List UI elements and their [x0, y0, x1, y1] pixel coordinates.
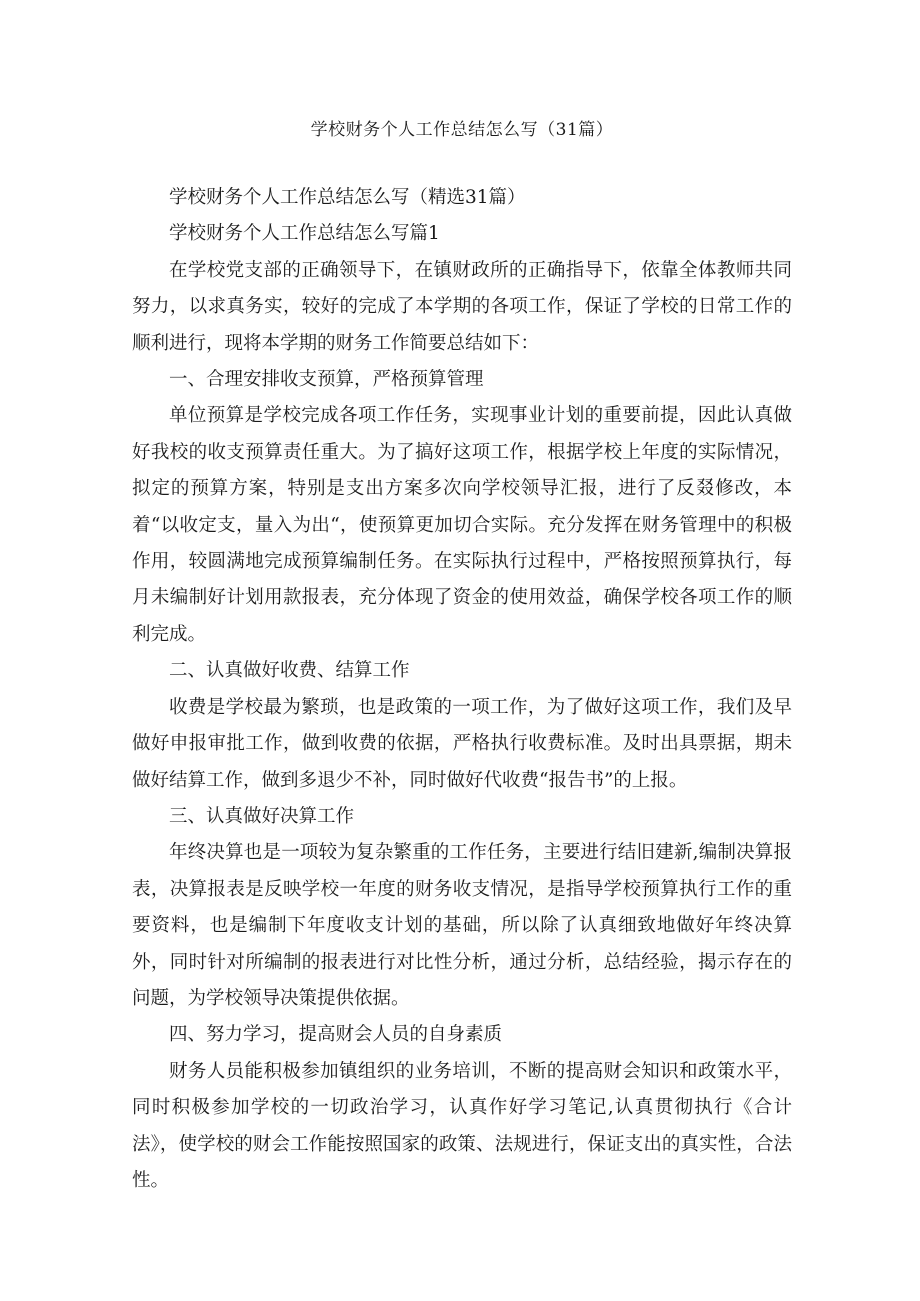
section-heading-article-1: 学校财务个人工作总结怎么写篇1: [169, 223, 440, 245]
section-heading-4: 四、努力学习，提高财会人员的自身素质: [169, 1024, 503, 1046]
body-paragraph-1: 单位预算是学校完成各项工作任务，实现事业计划的重要前提，因此认真做好我校的收支预算责任重大。为了搞好这项工作，根据学校上年度的实际情况，拟定的预算方案，特别是支出方案多次向学校领导汇报，进行了反叕修改，本着“以收定支，量入为出“，使预算更加切合实际。充分发挥在财务管理中的积极作用，较圆满地完成预算编制任务。在实际执行过程中，严格按照预算执行，每月未编制好计划用款报表，充分体现了资金的使用效益，确保学校各项工作的顺利完成。: [132, 405, 792, 645]
subtitle-paragraph: 学校财务个人工作总结怎么写（精选31篇）: [169, 187, 526, 208]
section-heading-2: 二、认真做好收费、结算工作: [169, 660, 410, 682]
body-paragraph-2: 收费是学校最为繁琐，也是政策的一项工作，为了做好这项工作，我们及早做好申报审批工作，做到收费的依据，严格执行收费标准。及时出具票据，期未做好结算工作，做到多退少不补，同时做好代收费“报告书”的上报。: [132, 696, 792, 791]
section-heading-1: 一、合理安排收支预算，严格预算管理: [169, 369, 484, 391]
intro-paragraph: 在学校党支部的正确领导下，在镇财政所的正确指导下，依靠全体教师共同努力，以求真务实，较好的完成了本学期的各项工作，保证了学校的日常工作的顺利进行，现将本学期的财务工作简要总结如下：: [132, 259, 792, 354]
document-body: [132, 180, 792, 1199]
body-paragraph-3: 年终决算也是一项较为复杂繁重的工作任务，主要进行结旧建新,编制决算报表，决算报表是反映学校一年度的财务收支情况，是指导学校预算执行工作的重要资料，也是编制下年度收支计划的基础，所以除了认真细致地做好年终决算外，同时针对所编制的报表进行对比性分析，通过分析，总结经验，揭示存在的问题，为学校领导决策提供依据。: [132, 842, 792, 1009]
body-paragraph-4: 财务人员能积极参加镇组织的业务培训，不断的提高财会知识和政策水平，同时积极参加学校的一切政治学习，认真作好学习笔记,认真贯彻执行《合计法》，使学校的财会工作能按照国家的政策、法规进行，保证支出的真实性，合法性。: [132, 1060, 792, 1191]
section-heading-3: 三、认真做好决算工作: [169, 805, 355, 827]
document-title: 学校财务个人工作总结怎么写（31篇）: [310, 120, 614, 140]
